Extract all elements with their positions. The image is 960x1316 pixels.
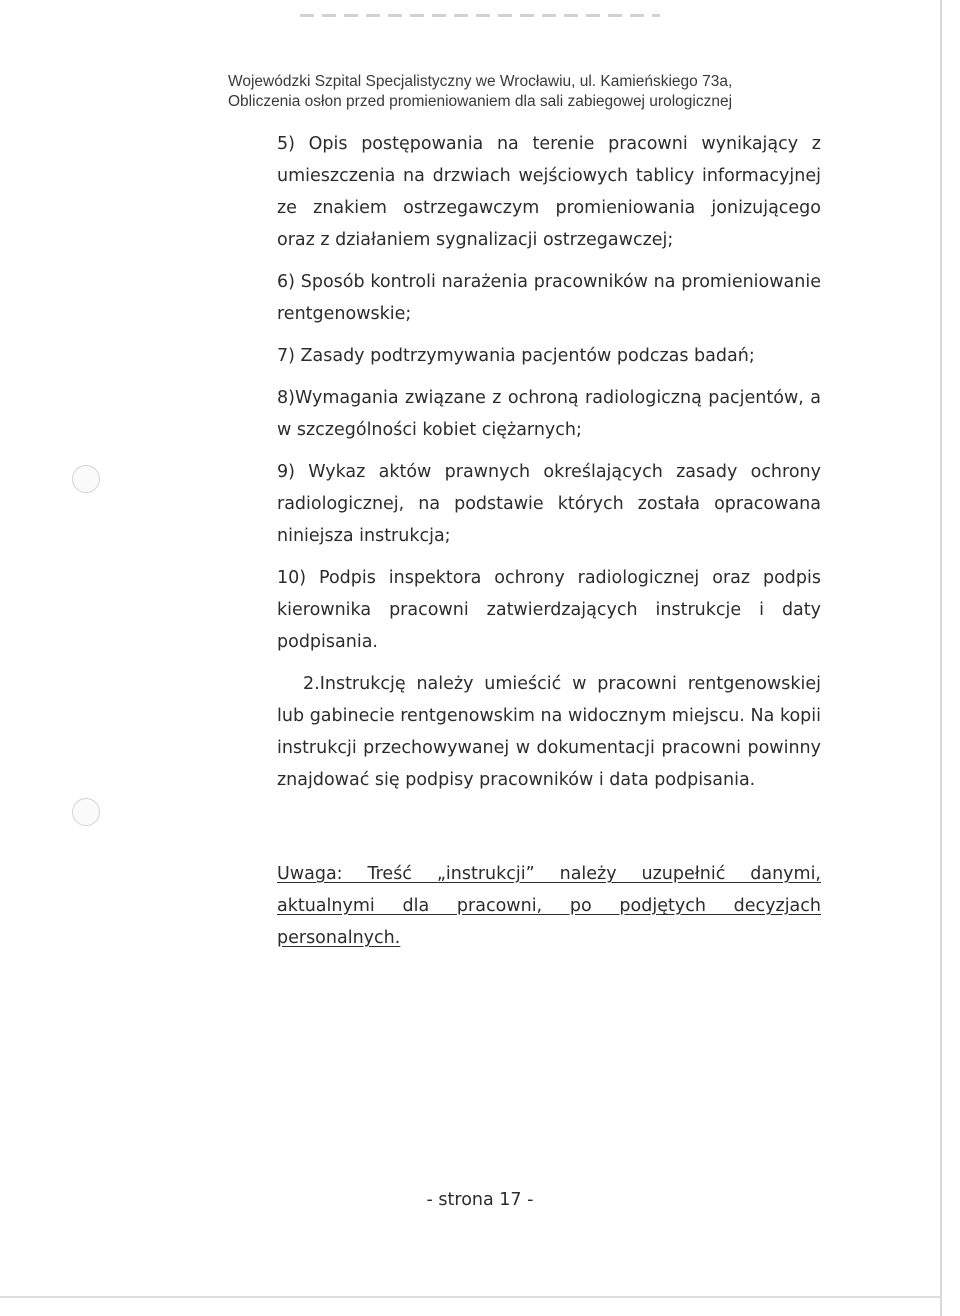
section-2-paragraph: 2.Instrukcję należy umieścić w pracowni rentgenowskiej lub gabinecie rentgenowskim na widocznym miejscu. Na kopii instrukcji przechowywanej w dokumentacji pracowni powinny znajdować się podpisy pracowników i data podpisania. — [277, 674, 821, 790]
document-header — [228, 72, 878, 112]
punch-hole — [72, 465, 100, 493]
list-item-9: 9) Wykaz aktów prawnych określających zasady ochrony radiologicznej, na podstawie których została opracowana niniejsza instrukcja; — [277, 462, 821, 546]
page-edge-right — [940, 0, 942, 1316]
list-item-5: 5) Opis postępowania na terenie pracowni wynikający z umieszczenia na drzwiach wejściowych tablicy informacyjnej ze znakiem ostrzegawczym promieniowania jonizującego oraz z działaniem sygnalizacji ostrzegawczej; — [277, 134, 821, 250]
punch-hole — [72, 798, 100, 826]
list-item-10: 10) Podpis inspektora ochrony radiologicznej oraz podpis kierownika pracowni zatwierdzających instrukcje i daty podpisania. — [277, 568, 821, 652]
list-item-6: 6) Sposób kontroli narażenia pracowników na promieniowanie rentgenowskie; — [277, 272, 821, 324]
list-item-8: 8)Wymagania związane z ochroną radiologiczną pacjentów, a w szczególności kobiet ciężarnych; — [277, 388, 821, 440]
note-paragraph — [277, 858, 821, 954]
note-text: Uwaga: Treść „instrukcji” należy uzupełnić danymi, aktualnymi dla pracowni, po podjętych decyzjach personalnych — [277, 864, 821, 948]
page-number: - strona 17 - — [426, 1190, 534, 1210]
list-item-7: 7) Zasady podtrzymywania pacjentów podczas badań; — [277, 346, 755, 366]
scan-artifact — [300, 14, 660, 17]
page-edge-bottom — [0, 1296, 942, 1298]
header-institution: Wojewódzki Szpital Specjalistyczny we Wrocławiu, ul. Kamieńskiego 73a, — [228, 73, 733, 90]
header-subject: Obliczenia osłon przed promieniowaniem dla sali zabiegowej urologicznej — [228, 93, 733, 110]
note-period: . — [394, 928, 401, 948]
document-body — [277, 128, 821, 964]
